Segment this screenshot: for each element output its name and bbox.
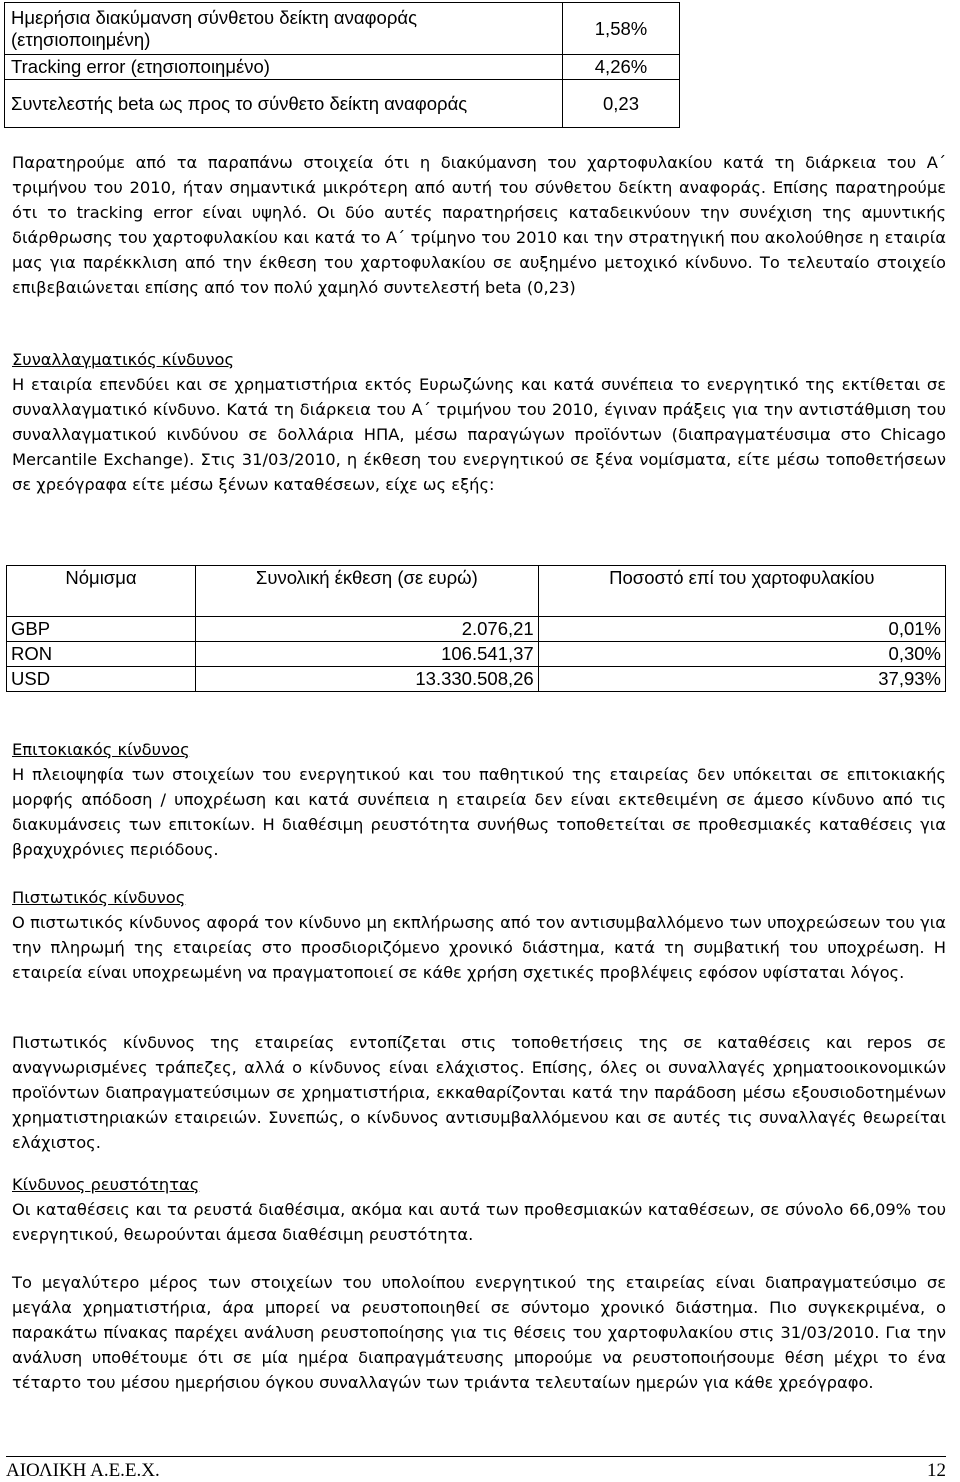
column-header-exposure: Συνολική έκθεση (σε ευρώ) xyxy=(196,566,539,617)
page-footer xyxy=(6,1456,946,1481)
exposure-cell: 13.330.508,26 xyxy=(196,667,539,692)
metrics-row xyxy=(5,55,680,80)
currency-exposure-table xyxy=(6,565,946,692)
exposure-cell: 106.541,37 xyxy=(196,642,539,667)
metric-label: Συντελεστής beta ως προς το σύνθετο δείκτη αναφοράς xyxy=(5,80,563,128)
metric-value: 1,58% xyxy=(563,3,680,55)
currency-cell: GBP xyxy=(7,617,196,642)
page-number: 12 xyxy=(927,1460,946,1481)
metric-label: Tracking error (ετησιοποιημένο) xyxy=(5,55,563,80)
metric-value: 4,26% xyxy=(563,55,680,80)
table-row xyxy=(7,617,946,642)
column-header-currency: Νόμισμα xyxy=(7,566,196,617)
liquidity-risk-paragraph-2: Το μεγαλύτερο μέρος των στοιχείων του υπολοίπου ενεργητικού της εταιρείας είναι διαπραγματεύσιμο σε μεγάλα χρηματιστήρια, άρα μπορεί να ρευστοποιηθεί σε σύντομο χρονικό διάστημα. Πιο συγκεκριμένα, ο παρακάτω πίνακας παρέχει ανάλυση ρευστοποίησης για τις θέσεις του χαρτοφυλακίου στις 31/03/2010. Για την ανάλυση υποθέτουμε ότι σε μία ημέρα διαπραγμάτευσης μπορούμε να ρευστοποιήσουμε θέση μέχρι το ένα τέταρτο του μέσου ημερήσιου όγκου συναλλαγών των τριάντα τελευταίων ημερών για κάθε χρεόγραφο. xyxy=(12,1273,946,1392)
metrics-row xyxy=(5,80,680,128)
intro-paragraph: Παρατηρούμε από τα παραπάνω στοιχεία ότι η διακύμανση του χαρτοφυλακίου κατά τη διάρκεια του Α΄ τριμήνου του 2010, ήταν σημαντικά μικρότερη από αυτή του σύνθετου δείκτη αναφοράς. Επίσης παρατηρούμε ότι το tracking error είναι υψηλό. Οι δύο αυτές παρατηρήσεις καταδεικνύουν την συνέχιση της αμυντικής διάρθρωσης του χαρτοφυλακίου και κατά το Α΄ τρίμηνο του 2010 και την στρατηγική που ακολούθησε η εταιρία μας για παρέκκλιση από την έκθεση του χαρτοφυλακίου σε αυξημένο μετοχικό κίνδυνο. Το τελευταίο στοιχείο επιβεβαιώνεται επίσης από τον πολύ χαμηλό συντελεστή beta (0,23) xyxy=(12,153,946,297)
percent-cell: 0,01% xyxy=(538,617,945,642)
fx-risk-paragraph: Η εταιρία επενδύει και σε χρηματιστήρια εκτός Ευρωζώνης και κατά συνέπεια το ενεργητικό της εκτίθεται σε συναλλαγματικό κίνδυνο. Κατά τη διάρκεια του Α΄ τριμήνου του 2010, έγιναν πράξεις για την αντιστάθμιση του συναλλαγματικού κινδύνου σε δολλάρια ΗΠΑ, μέσω παραγώγων προϊόντων (διαπραγματέυσιμα στο Chicago Mercantile Exchange). Στις 31/03/2010, η έκθεση του ενεργητικού σε ξένα νομίσματα, είτε μέσω τοποθετήσεων σε χρεόγραφα είτε μέσω ξένων καταθέσεων, είχε ως εξής: xyxy=(12,375,946,494)
column-header-percent: Ποσοστό επί του χαρτοφυλακίου xyxy=(538,566,945,617)
footer-company: ΑΙΟΛΙΚΗ Α.Ε.Ε.Χ. xyxy=(6,1460,160,1481)
exposure-cell: 2.076,21 xyxy=(196,617,539,642)
liquidity-risk-paragraph: Οι καταθέσεις και τα ρευστά διαθέσιμα, ακόμα και αυτά των προθεσμιακών καταθέσεων, σε σύνολο 66,09% του ενεργητικού, θεωρούνται άμεσα διαθέσιμη ρευστότητα. xyxy=(12,1200,946,1244)
table-row xyxy=(7,667,946,692)
fx-risk-heading: Συναλλαγματικός κίνδυνος xyxy=(12,350,235,369)
table-row xyxy=(7,642,946,667)
currency-cell: USD xyxy=(7,667,196,692)
metric-value: 0,23 xyxy=(563,80,680,128)
metrics-table xyxy=(4,2,680,128)
percent-cell: 0,30% xyxy=(538,642,945,667)
metrics-row xyxy=(5,3,680,55)
currency-cell: RON xyxy=(7,642,196,667)
credit-risk-paragraph-2: Πιστωτικός κίνδυνος της εταιρείας εντοπίζεται στις τοποθετήσεις της σε καταθέσεις και repos σε αναγνωρισμένες τράπεζες, αλλά ο κίνδυνος είναι ελάχιστος. Επίσης, όλες οι συναλλαγές χρηματοοικονομικών προϊόντων διαπραγματεύσιμων σε χρηματιστήρια, εκκαθαρίζονται κατά την παράδοση μέσω εξουσιοδοτημένων χρηματιστηριακών εταιρειών. Συνεπώς, ο κίνδυνος αντισυμβαλλόμενου και σε αυτές τις συναλλαγές θεωρείται ελάχιστος. xyxy=(12,1033,946,1152)
credit-risk-paragraph: Ο πιστωτικός κίνδυνος αφορά τον κίνδυνο μη εκπλήρωσης από τον αντισυμβαλλόμενο των υποχρεώσεων του για την πληρωμή της εταιρείας στο προσδιοριζόμενο χρονικό διάστημα, κατά τη συμβατική του υποχρέωση. Η εταιρεία είναι υποχρεωμένη να πραγματοποιεί σε κάθε χρήση σχετικές προβλέψεις εφόσον υφίσταται λόγος. xyxy=(12,913,946,982)
percent-cell: 37,93% xyxy=(538,667,945,692)
metric-label: Ημερήσια διακύμανση σύνθετου δείκτη αναφοράς (ετησιοποιημένη) xyxy=(5,3,563,55)
interest-risk-heading: Επιτοκιακός κίνδυνος xyxy=(12,740,190,759)
interest-risk-paragraph: Η πλειοψηφία των στοιχείων του ενεργητικού και του παθητικού της εταιρείας δεν υπόκειται σε επιτοκιακής μορφής απόδοση / υποχρέωση και κατά συνέπεια η εταιρεία δεν είναι εκτεθειμένη σε άμεσο κίνδυνο από τις διακυμάνσεις των επιτοκίων. Η διαθέσιμη ρευστότητα συνήθως τοποθετείται σε προθεσμιακές καταθέσεις για βραχυχρόνιες περιόδους. xyxy=(12,765,946,859)
credit-risk-heading: Πιστωτικός κίνδυνος xyxy=(12,888,186,907)
liquidity-risk-heading: Κίνδυνος ρευστότητας xyxy=(12,1175,200,1194)
table-header-row xyxy=(7,566,946,617)
